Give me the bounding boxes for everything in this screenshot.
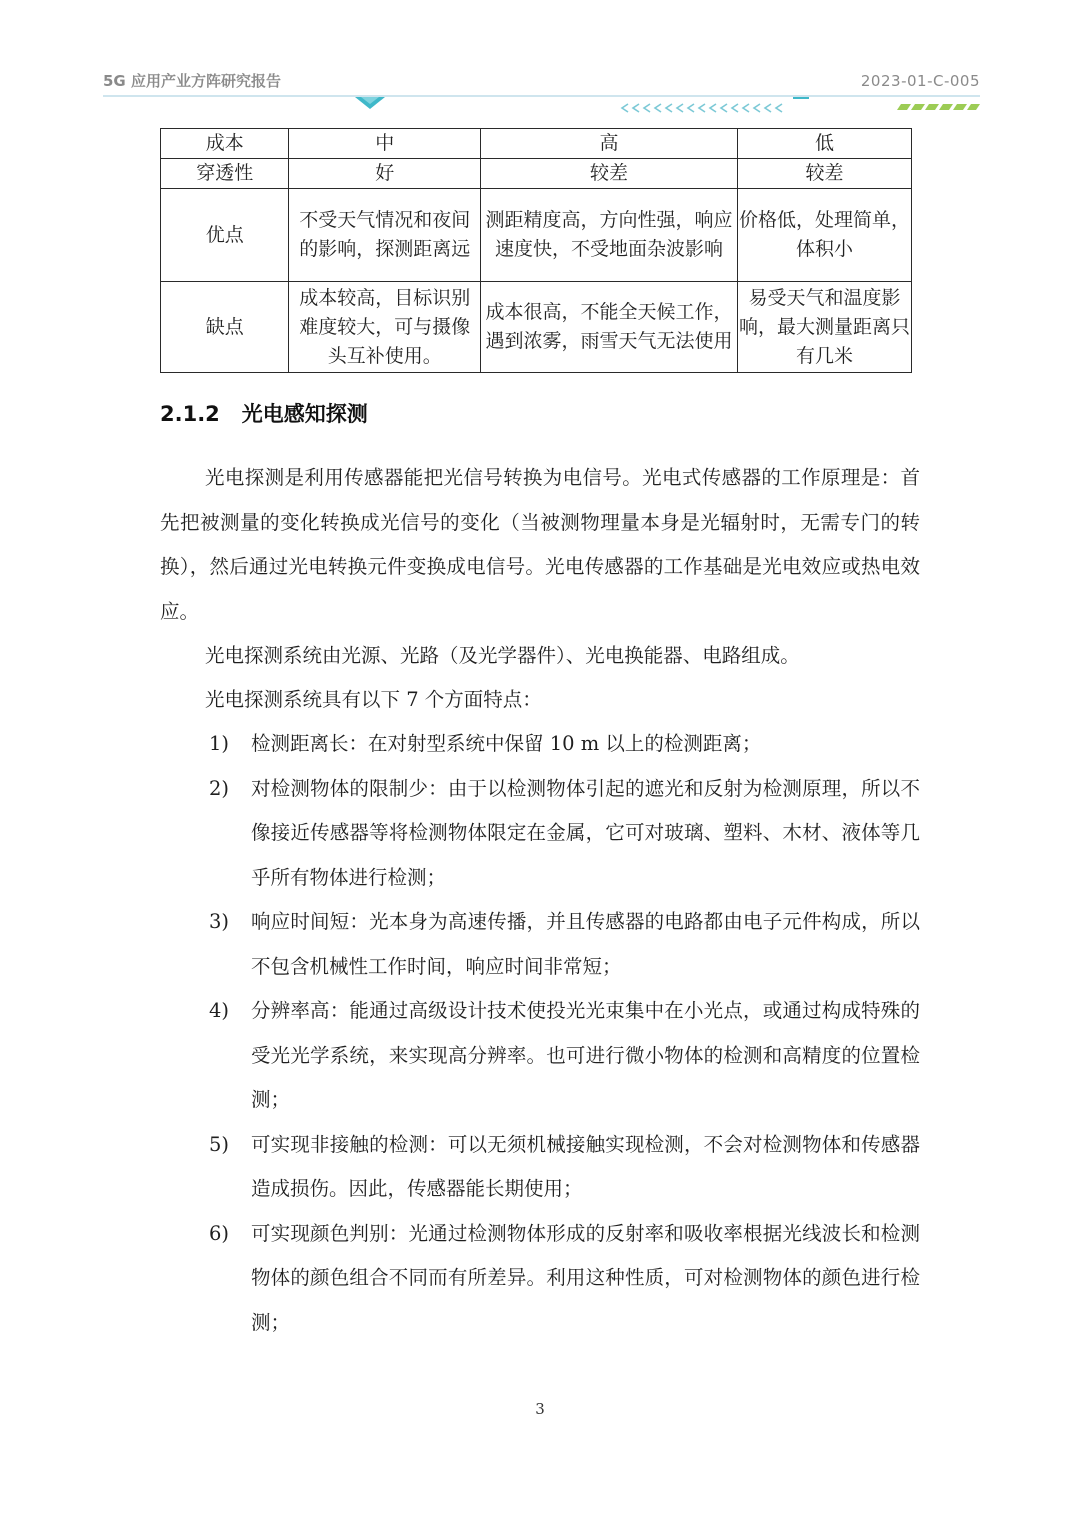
table-cell: 易受天气和温度影响，最大测量距离只有几米 [737,282,911,373]
header-decoration [103,92,980,116]
list-marker: 4) [209,999,230,1022]
table-cell: 高 [481,129,738,159]
list-marker: 1) [209,732,230,755]
section-title: 光电感知探测 [241,402,368,426]
table-row [161,189,912,282]
table-cell: 较差 [737,159,911,189]
list-item-text: 检测距离长：在对射型系统中保留 10 m 以上的检测距离； [251,732,762,755]
section-heading [160,398,368,428]
table-cell: 低 [737,129,911,159]
list-item-text: 响应时间短：光本身为高速传播，并且传感器的电路都由电子元件构成，所以不包含机械性工作时间，响应时间非常短； [251,910,920,978]
table-cell: 不受天气情况和夜间的影响，探测距离远 [289,189,481,282]
list-marker: 2) [209,776,230,800]
row-label: 缺点 [161,282,289,373]
table-cell: 价格低，处理简单，体积小 [737,189,911,282]
table-cell: 测距精度高，方向性强，响应速度快，不受地面杂波影响 [481,189,738,282]
paragraph: 光电探测系统由光源、光路（及光学器件）、光电换能器、电路组成。 [205,644,800,667]
table-cell: 成本较高，目标识别难度较大，可与摄像头互补使用。 [289,282,481,373]
table-cell: 中 [289,129,481,159]
list-item-text: 可实现颜色判别：光通过检测物体形成的反射率和吸收率根据光线波长和检测物体的颜色组合不同而有所差异。利用这种性质，可对检测物体的颜色进行检测； [251,1221,920,1334]
page-number: 3 [535,1400,545,1418]
list-item-text: 分辨率高：能通过高级设计技术使投光光束集中在小光点，或通过构成特殊的受光光学系统，来实现高分辨率。也可进行微小物体的检测和高精度的位置检测； [251,999,920,1111]
report-title: 5G 应用产业方阵研究报告 [103,72,281,90]
row-label: 穿透性 [161,159,289,189]
paragraph: 光电探测系统具有以下 7 个方面特点： [205,688,542,711]
table-cell: 较差 [481,159,738,189]
feature-list [160,722,920,1345]
table-row [161,282,912,373]
list-item-text: 对检测物体的限制少：由于以检测物体引起的遮光和反射为检测原理，所以不像接近传感器等将检测物体限定在金属，它可对玻璃、塑料、木材、液体等几乎所有物体进行检测； [251,776,920,889]
list-item [160,1212,920,1346]
list-item [160,900,920,989]
list-item [160,767,920,901]
list-marker: 6) [209,1221,230,1245]
table-cell: 成本很高，不能全天候工作，遇到浓雾，雨雪天气无法使用 [481,282,738,373]
list-item [160,722,920,767]
document-code: 2023-01-C-005 [860,72,980,90]
list-item [160,1123,920,1212]
list-item [160,989,920,1123]
list-marker: 5) [209,1132,230,1156]
section-number: 2.1.2 [160,402,220,426]
comparison-table [160,128,912,373]
table-cell: 好 [289,159,481,189]
row-label: 成本 [161,129,289,159]
list-marker: 3) [209,910,230,933]
table-row [161,129,912,159]
list-item-text: 可实现非接触的检测：可以无须机械接触实现检测，不会对检测物体和传感器造成损伤。因此，传感器能长期使用； [251,1132,920,1200]
paragraph: 光电探测是利用传感器能把光信号转换为电信号。光电式传感器的工作原理是：首先把被测量的变化转换成光信号的变化（当被测物理量本身是光辐射时，无需专门的转换），然后通过光电转换元件变换成电信号。光电传感器的工作基础是光电效应或热电效应。 [160,466,920,623]
table-row [161,159,912,189]
row-label: 优点 [161,189,289,282]
